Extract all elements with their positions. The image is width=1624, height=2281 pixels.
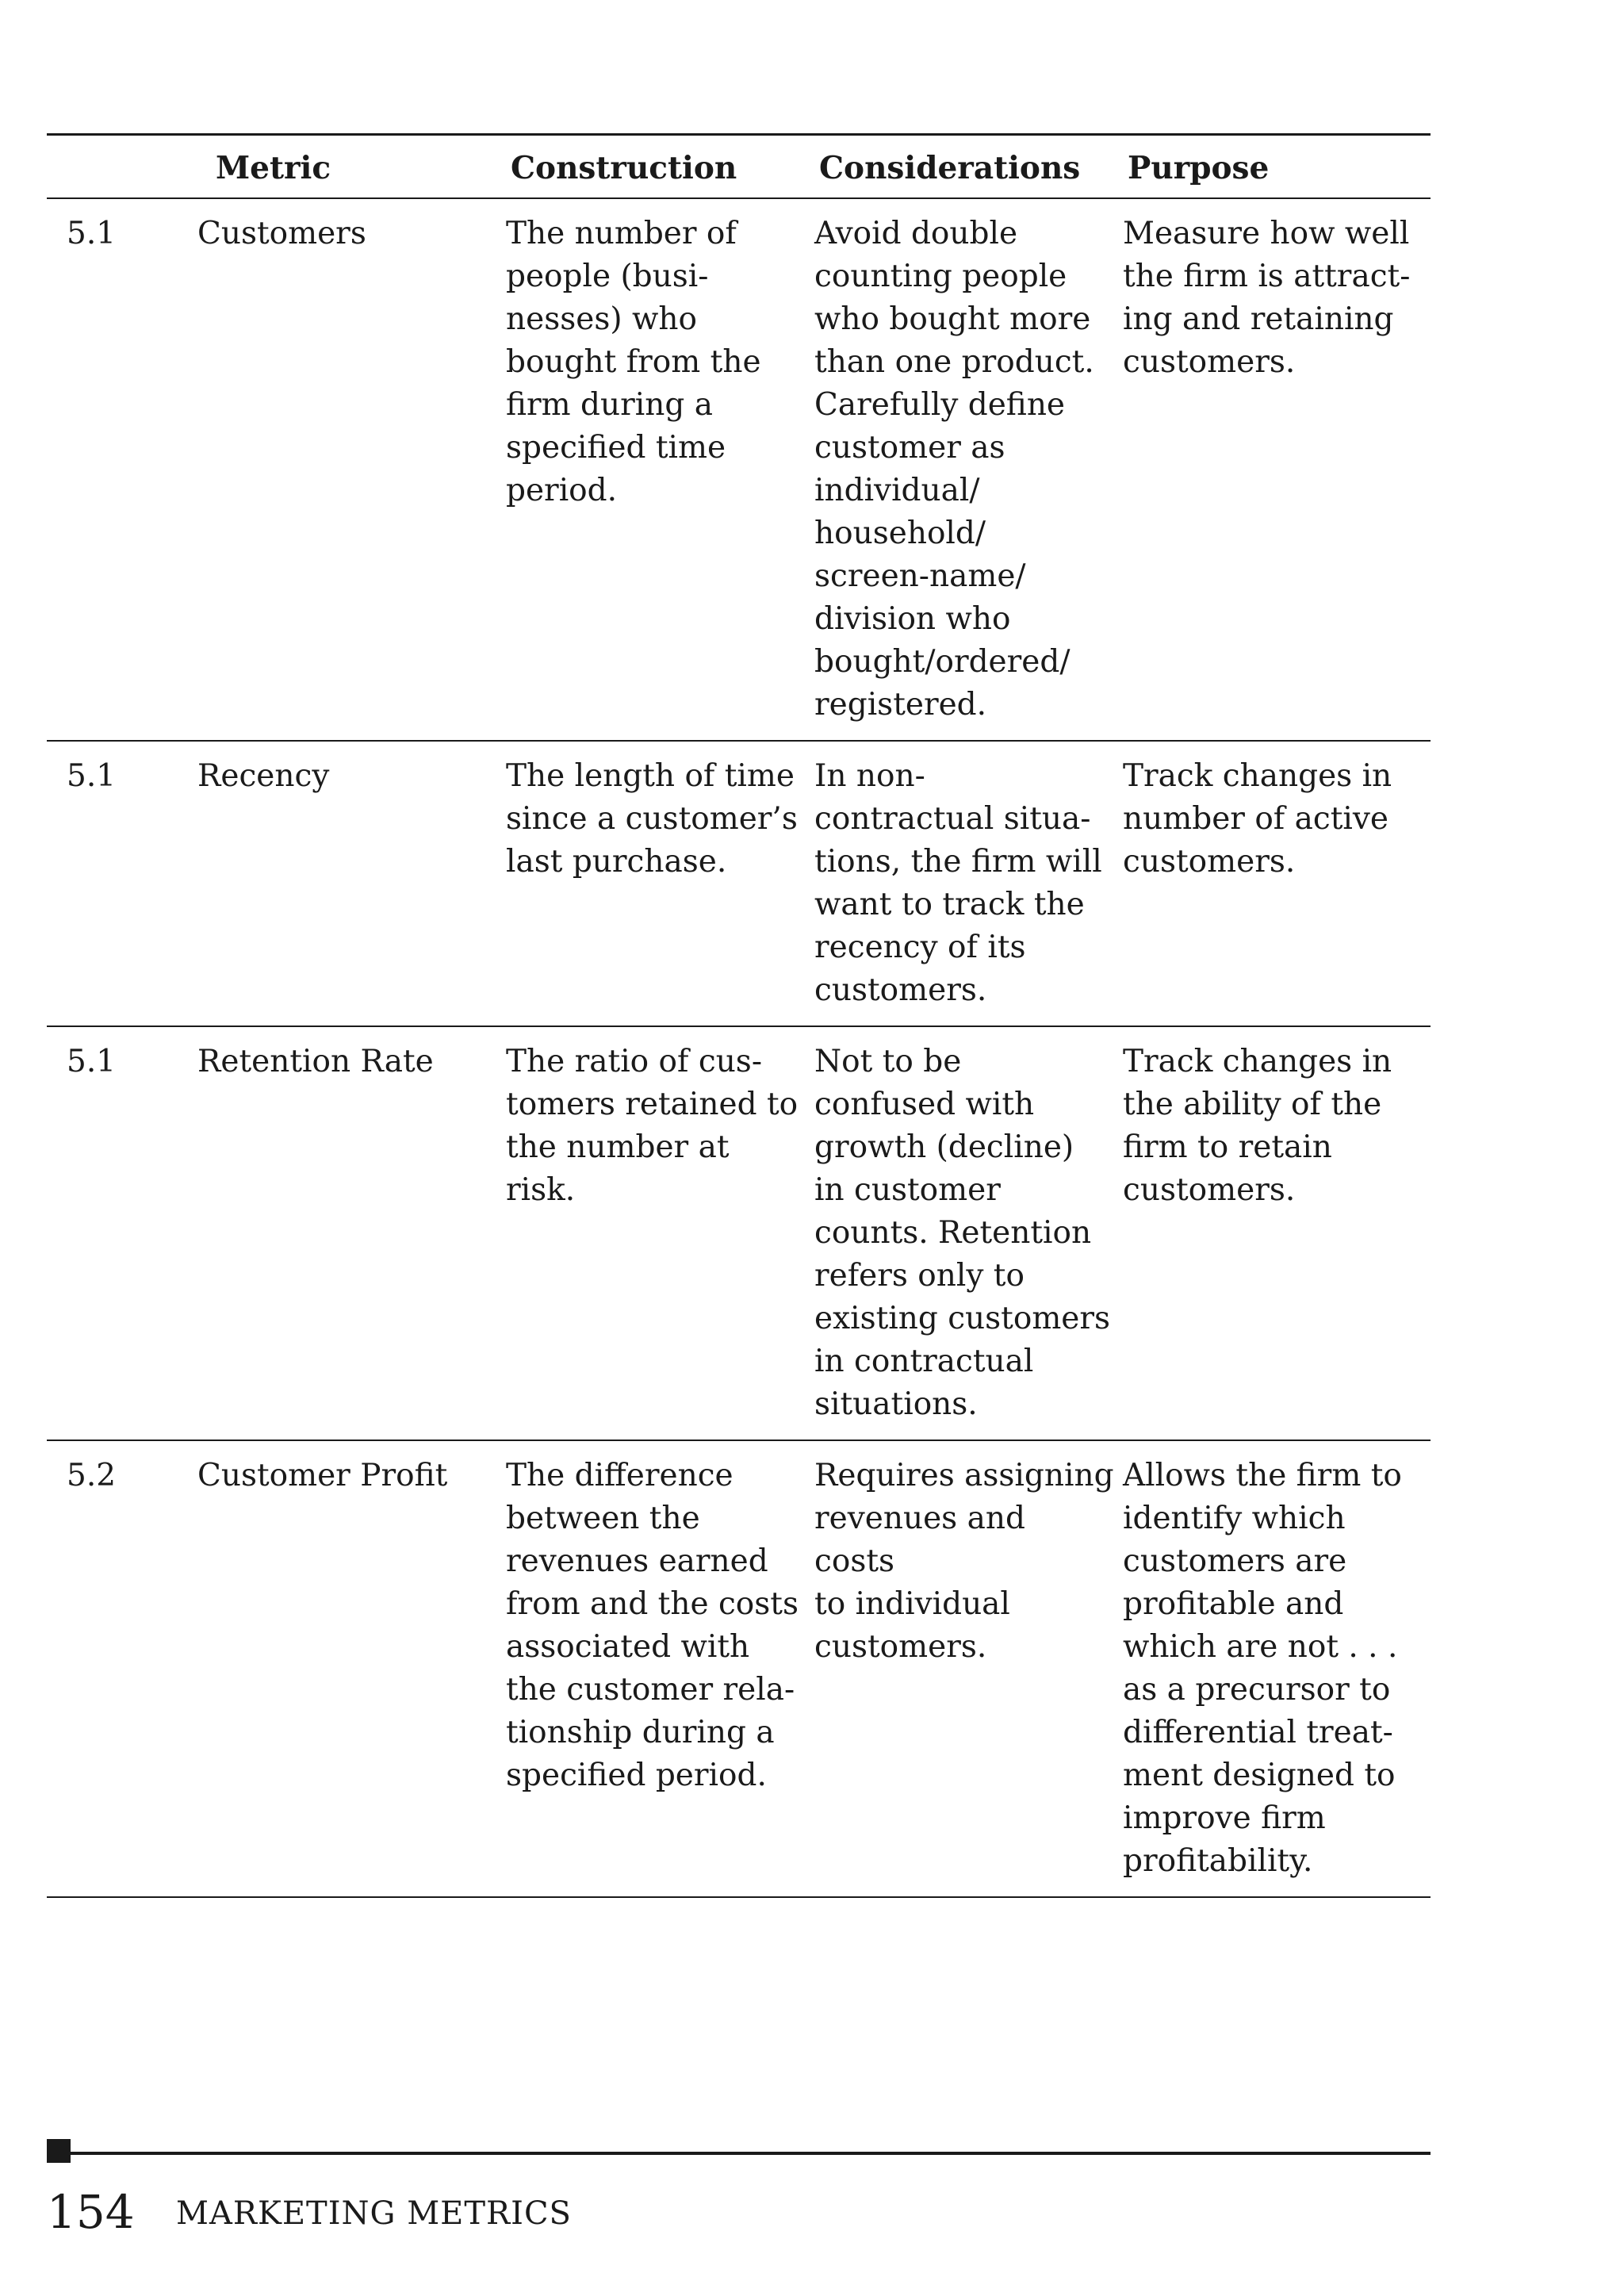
table-header-row xyxy=(47,135,1431,199)
row-construction: The number of people (busi- nesses) who bought from the firm during a specified time period. xyxy=(506,216,761,508)
row-metric: Recency xyxy=(197,758,330,794)
row-construction: The difference between the revenues earned from and the costs associated with the customer rela- tionship during a specified period. xyxy=(506,1458,799,1793)
row-considerations: Not to be confused with growth (decline) in customer counts. Retention refers only to existing customers in contractual situations. xyxy=(814,1044,1111,1422)
row-metric: Retention Rate xyxy=(197,1044,434,1079)
table-row xyxy=(47,741,1431,1026)
table-row xyxy=(47,198,1431,741)
row-construction: The length of time since a customer’s last purchase. xyxy=(506,758,798,880)
row-considerations: Avoid double counting people who bought more than one product. Carefully define customer as individual/ household/ screen-name/ division who bought/ordered/ registered. xyxy=(814,216,1094,723)
row-section-number: 5.1 xyxy=(67,1044,117,1079)
header-considerations: Considerations xyxy=(819,150,1081,186)
row-metric: Customer Profit xyxy=(197,1458,448,1493)
header-construction: Construction xyxy=(511,150,737,186)
table-row xyxy=(47,1440,1431,1897)
metrics-table xyxy=(47,133,1431,1898)
row-considerations: In non- contractual situa- tions, the firm will want to track the recency of its customers. xyxy=(814,758,1102,1008)
row-purpose: Track changes in number of active customers. xyxy=(1123,758,1392,880)
table-row xyxy=(47,1026,1431,1440)
row-metric: Customers xyxy=(197,216,366,251)
running-head: MARKETING METRICS xyxy=(176,2195,572,2232)
row-purpose: Track changes in the ability of the firm to retain customers. xyxy=(1123,1044,1392,1208)
row-considerations: Requires assigning revenues and costs to individual customers. xyxy=(814,1458,1114,1665)
row-purpose: Measure how well the firm is attract- ing and retaining customers. xyxy=(1123,216,1411,380)
row-construction: The ratio of cus- tomers retained to the number at risk. xyxy=(506,1044,799,1208)
row-section-number: 5.2 xyxy=(67,1458,117,1493)
header-purpose: Purpose xyxy=(1128,150,1270,186)
footer-rule xyxy=(47,2152,1431,2155)
page-number: 154 xyxy=(47,2185,135,2239)
footer-square-marker xyxy=(47,2139,71,2163)
row-purpose: Allows the firm to identify which customers are profitable and which are not . . . as a precursor to differential treat- ment designed to improve firm profitability. xyxy=(1123,1458,1402,1879)
header-metric: Metric xyxy=(216,150,331,186)
row-section-number: 5.1 xyxy=(67,216,117,251)
row-section-number: 5.1 xyxy=(67,758,117,794)
